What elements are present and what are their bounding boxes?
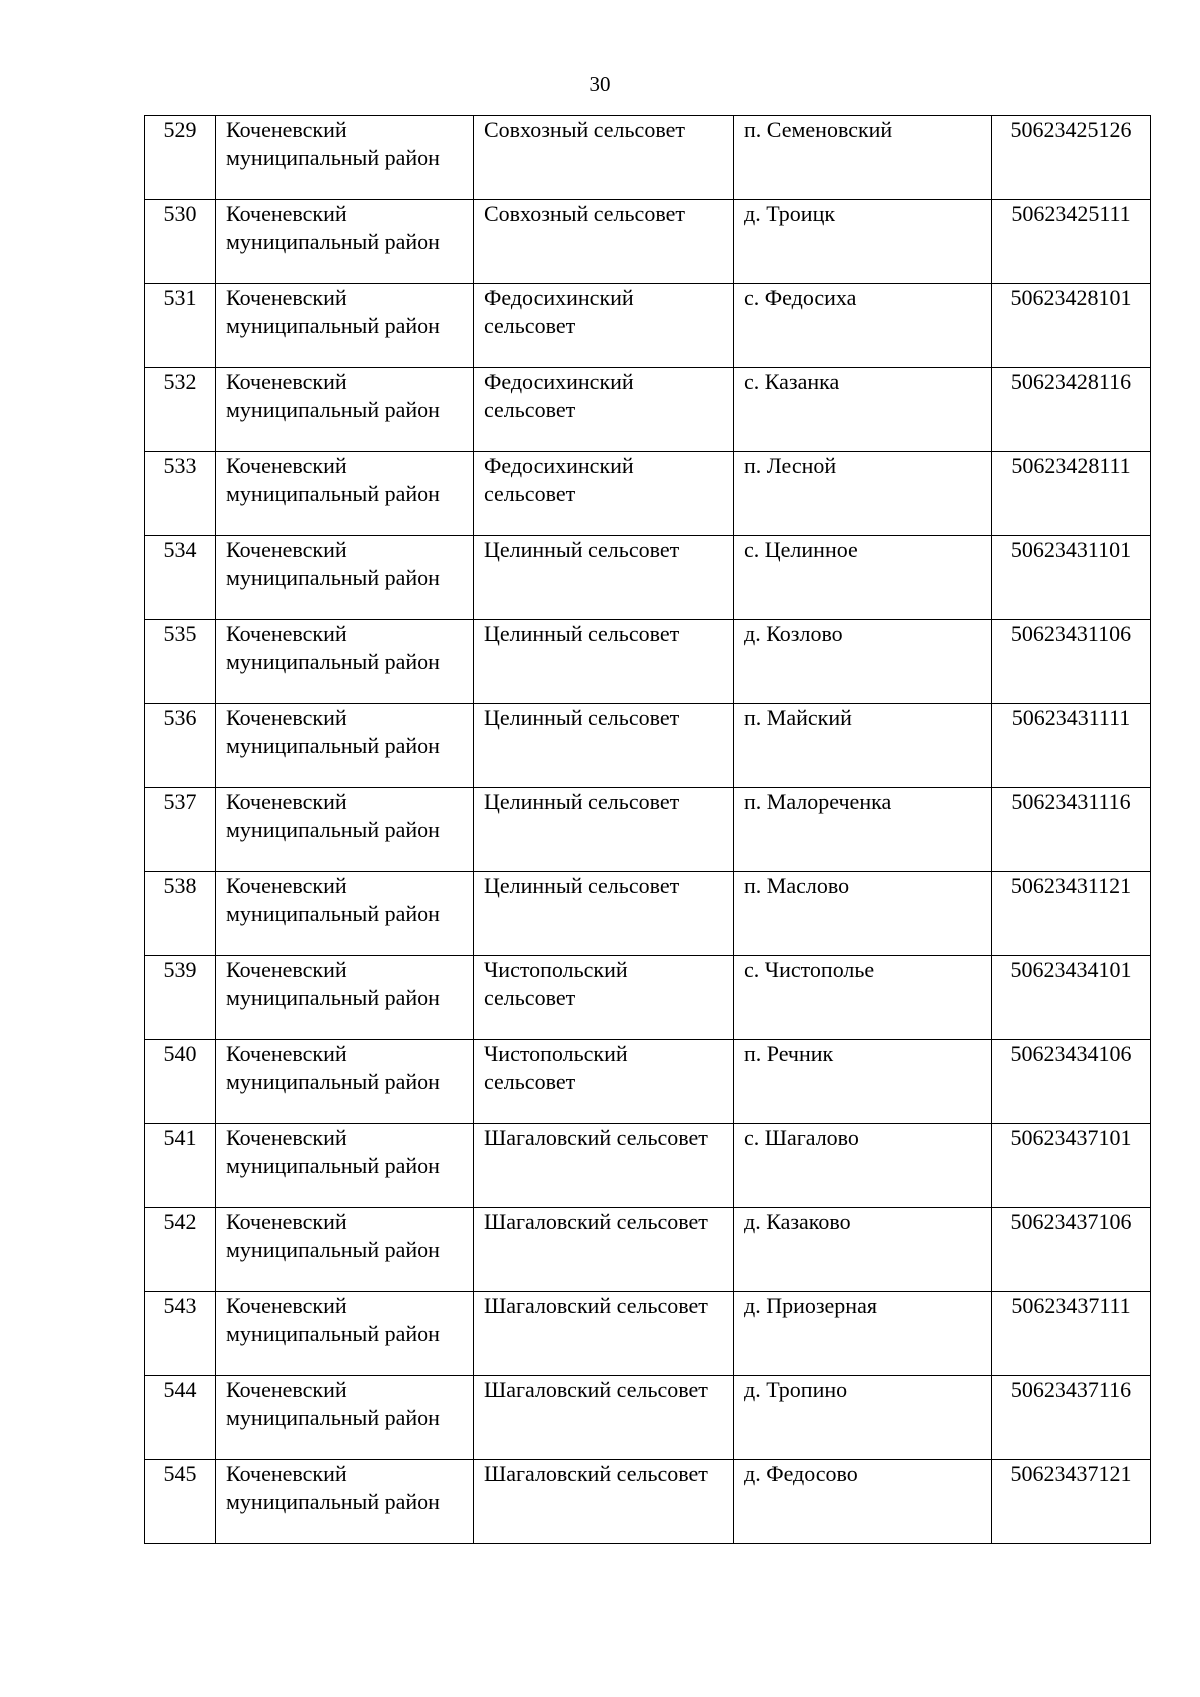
table-row <box>145 1292 1151 1376</box>
row-number-cell: 532 <box>145 368 216 452</box>
council-cell: Совхозный сельсовет <box>474 116 734 200</box>
table-row <box>145 1208 1151 1292</box>
oktmo-code-cell: 50623434101 <box>992 956 1151 1040</box>
settlement-cell: с. Шагалово <box>734 1124 992 1208</box>
district-cell: Коченевский муниципальный район <box>216 788 474 872</box>
table-row <box>145 284 1151 368</box>
table-row <box>145 368 1151 452</box>
row-number-cell: 533 <box>145 452 216 536</box>
council-cell: Чистопольский сельсовет <box>474 1040 734 1124</box>
settlement-cell: с. Федосиха <box>734 284 992 368</box>
row-number-cell: 541 <box>145 1124 216 1208</box>
table-row <box>145 452 1151 536</box>
row-number-cell: 535 <box>145 620 216 704</box>
row-number-cell: 529 <box>145 116 216 200</box>
district-cell: Коченевский муниципальный район <box>216 536 474 620</box>
settlement-cell: д. Троицк <box>734 200 992 284</box>
oktmo-code-cell: 50623428101 <box>992 284 1151 368</box>
council-cell: Шагаловский сельсовет <box>474 1376 734 1460</box>
council-cell: Федосихинский сельсовет <box>474 368 734 452</box>
oktmo-code-cell: 50623428111 <box>992 452 1151 536</box>
row-number-cell: 539 <box>145 956 216 1040</box>
row-number-cell: 542 <box>145 1208 216 1292</box>
settlement-cell: с. Целинное <box>734 536 992 620</box>
council-cell: Целинный сельсовет <box>474 620 734 704</box>
table-row <box>145 704 1151 788</box>
settlement-cell: п. Майский <box>734 704 992 788</box>
oktmo-code-cell: 50623434106 <box>992 1040 1151 1124</box>
council-cell: Шагаловский сельсовет <box>474 1460 734 1544</box>
row-number-cell: 534 <box>145 536 216 620</box>
council-cell: Целинный сельсовет <box>474 704 734 788</box>
row-number-cell: 543 <box>145 1292 216 1376</box>
council-cell: Чистопольский сельсовет <box>474 956 734 1040</box>
row-number-cell: 537 <box>145 788 216 872</box>
settlement-cell: д. Казаково <box>734 1208 992 1292</box>
district-cell: Коченевский муниципальный район <box>216 284 474 368</box>
settlement-cell: д. Федосово <box>734 1460 992 1544</box>
council-cell: Шагаловский сельсовет <box>474 1292 734 1376</box>
page-number: 30 <box>589 72 611 96</box>
row-number-cell: 538 <box>145 872 216 956</box>
table-row <box>145 956 1151 1040</box>
table-row <box>145 200 1151 284</box>
settlement-cell: с. Чистополье <box>734 956 992 1040</box>
row-number-cell: 536 <box>145 704 216 788</box>
oktmo-code-cell: 50623425111 <box>992 200 1151 284</box>
oktmo-code-cell: 50623428116 <box>992 368 1151 452</box>
council-cell: Шагаловский сельсовет <box>474 1208 734 1292</box>
oktmo-code-cell: 50623425126 <box>992 116 1151 200</box>
oktmo-code-cell: 50623431111 <box>992 704 1151 788</box>
table-row <box>145 536 1151 620</box>
settlement-cell: п. Семеновский <box>734 116 992 200</box>
district-cell: Коченевский муниципальный район <box>216 368 474 452</box>
oktmo-code-cell: 50623437101 <box>992 1124 1151 1208</box>
district-cell: Коченевский муниципальный район <box>216 1208 474 1292</box>
oktmo-code-cell: 50623431101 <box>992 536 1151 620</box>
settlement-cell: п. Маслово <box>734 872 992 956</box>
row-number-cell: 540 <box>145 1040 216 1124</box>
settlement-cell: д. Приозерная <box>734 1292 992 1376</box>
council-cell: Шагаловский сельсовет <box>474 1124 734 1208</box>
row-number-cell: 544 <box>145 1376 216 1460</box>
row-number-cell: 545 <box>145 1460 216 1544</box>
oktmo-code-cell: 50623431121 <box>992 872 1151 956</box>
district-cell: Коченевский муниципальный район <box>216 452 474 536</box>
table-row <box>145 1124 1151 1208</box>
district-cell: Коченевский муниципальный район <box>216 200 474 284</box>
table-body <box>145 116 1151 1544</box>
table-row <box>145 872 1151 956</box>
district-cell: Коченевский муниципальный район <box>216 956 474 1040</box>
council-cell: Федосихинский сельсовет <box>474 452 734 536</box>
district-cell: Коченевский муниципальный район <box>216 1124 474 1208</box>
district-cell: Коченевский муниципальный район <box>216 1460 474 1544</box>
settlement-cell: п. Речник <box>734 1040 992 1124</box>
council-cell: Федосихинский сельсовет <box>474 284 734 368</box>
oktmo-code-cell: 50623437106 <box>992 1208 1151 1292</box>
council-cell: Целинный сельсовет <box>474 788 734 872</box>
settlement-cell: д. Тропино <box>734 1376 992 1460</box>
oktmo-code-cell: 50623431116 <box>992 788 1151 872</box>
district-cell: Коченевский муниципальный район <box>216 872 474 956</box>
oktmo-code-cell: 50623437116 <box>992 1376 1151 1460</box>
table-row <box>145 1460 1151 1544</box>
table-row <box>145 788 1151 872</box>
district-cell: Коченевский муниципальный район <box>216 1292 474 1376</box>
oktmo-code-cell: 50623437121 <box>992 1460 1151 1544</box>
council-cell: Совхозный сельсовет <box>474 200 734 284</box>
row-number-cell: 531 <box>145 284 216 368</box>
district-cell: Коченевский муниципальный район <box>216 620 474 704</box>
table-row <box>145 620 1151 704</box>
row-number-cell: 530 <box>145 200 216 284</box>
council-cell: Целинный сельсовет <box>474 872 734 956</box>
table-row <box>145 116 1151 200</box>
table-row <box>145 1040 1151 1124</box>
table-row <box>145 1376 1151 1460</box>
settlement-cell: с. Казанка <box>734 368 992 452</box>
district-cell: Коченевский муниципальный район <box>216 116 474 200</box>
district-cell: Коченевский муниципальный район <box>216 1376 474 1460</box>
settlements-table <box>144 115 1151 1544</box>
council-cell: Целинный сельсовет <box>474 536 734 620</box>
settlement-cell: п. Лесной <box>734 452 992 536</box>
district-cell: Коченевский муниципальный район <box>216 1040 474 1124</box>
settlement-cell: д. Козлово <box>734 620 992 704</box>
district-cell: Коченевский муниципальный район <box>216 704 474 788</box>
oktmo-code-cell: 50623431106 <box>992 620 1151 704</box>
oktmo-code-cell: 50623437111 <box>992 1292 1151 1376</box>
settlement-cell: п. Малореченка <box>734 788 992 872</box>
